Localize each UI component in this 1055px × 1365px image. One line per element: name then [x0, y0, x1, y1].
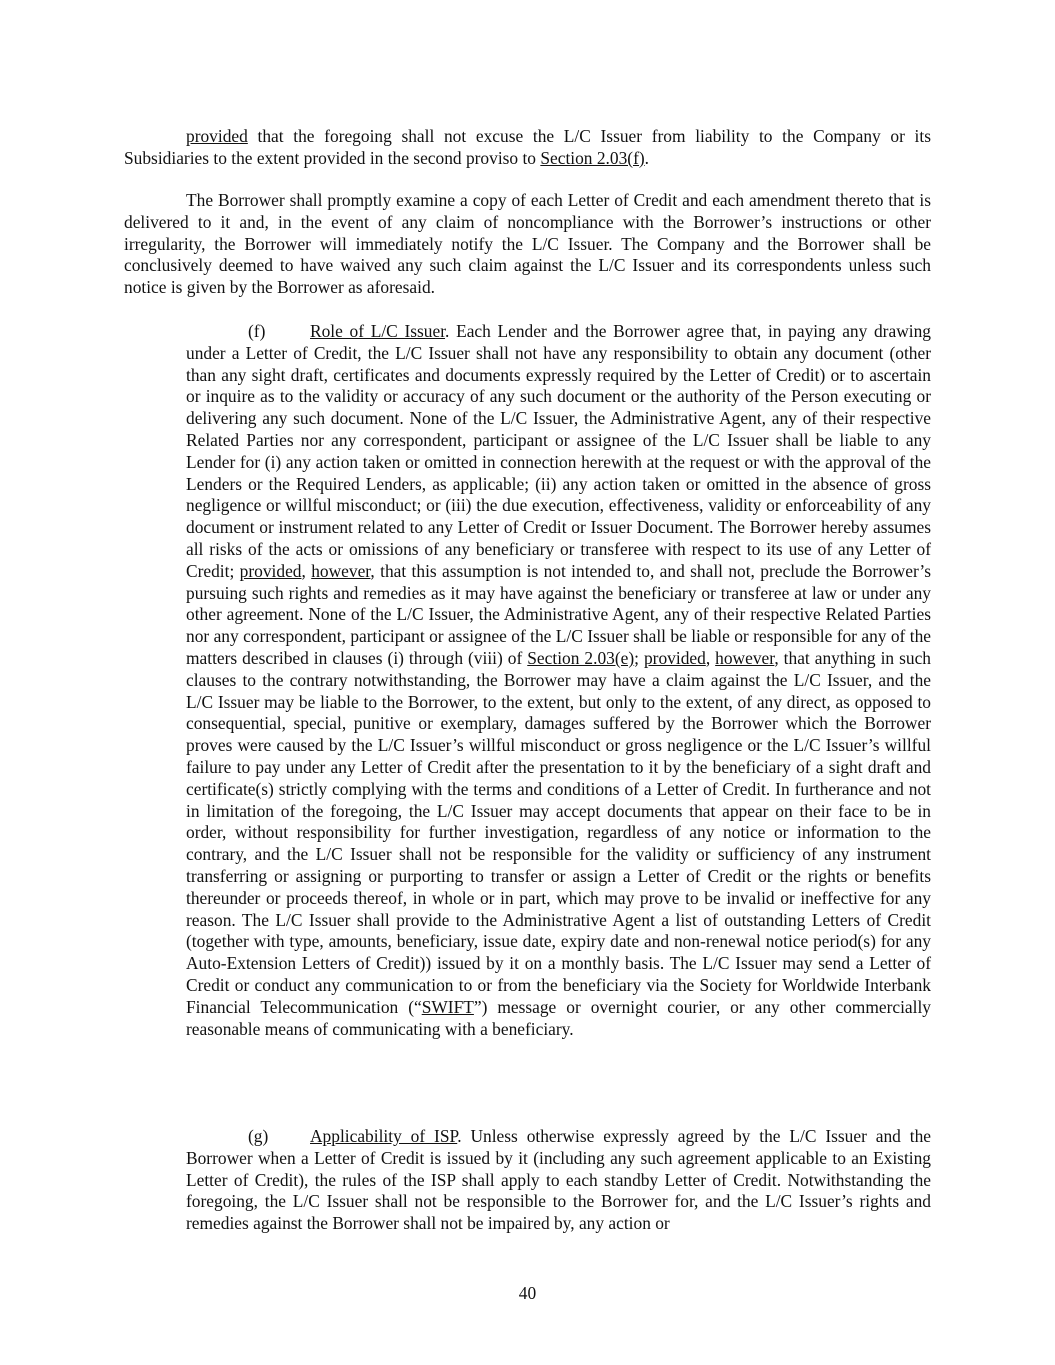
term-provided: provided [643, 647, 706, 668]
paragraph-text: . Unless otherwise expressly agreed by the L/C Issuer and the Borrower when a Letter of Credit is issued by it (including any such agreement applicable to an Existing Letter of Credit), the rules of the ISP shall apply to each standby Letter of Credit. Notwithstanding the foregoing, the L/C Issuer shall not be responsible to the Borrower for, and the L/C Issuer’s rights and remedies against the Borrower shall not be impaired by, any action or [186, 1126, 931, 1234]
paragraph-text: . Each Lender and the Borrower agree that, in paying any drawing under a Letter of Credit, the L/C Issuer shall not have any responsibility to obtain any document (other than any sight draft, certificates and documents expressly required by the Letter of Credit) or to ascertain or inquire as to the validity or accuracy of any such document or the authority of the Person executing or delivering any such document. None of the L/C Issuer, the Administrative Agent, any of their respective Related Parties nor any correspondent, participant or assignee of the L/C Issuer shall be liable to any Lender for (i) any action taken or omitted in connection herewith at the request or with the approval of the Lenders or the Required Lenders, as applicable; (ii) any action taken or omitted in the absence of gross negligence or willful misconduct; or (iii) the due execution, effectiveness, validity or enforceability of any document or instrument related to any Letter of Credit or Issuer Document. The Borrower hereby assumes all risks of the acts or omissions of any beneficiary or transferee with respect to its use of any Letter of Credit; [186, 321, 931, 581]
paragraph-text: ”) message or overnight courier, or any other commercially reasonable means of communicating with a beneficiary. [186, 996, 931, 1039]
term-however: however [715, 647, 775, 668]
clause-marker: (f) [248, 321, 266, 341]
clause-marker: (g) [248, 1126, 269, 1146]
section-g-applicability-of-isp [186, 1126, 931, 1235]
paragraph-text: , [301, 560, 312, 581]
clause-heading: Applicability of ISP [310, 1126, 458, 1146]
term-provided: provided [186, 126, 248, 146]
section-reference: Section 2.03(e) [527, 647, 635, 668]
page-number: 40 [518, 1283, 537, 1303]
section-f-role-of-lc-issuer [186, 321, 931, 1040]
paragraph-borrower-examine: The Borrower shall promptly examine a copy of each Letter of Credit and each amendment thereto that is delivered to it and, in the event of any claim of noncompliance with the Borrower’s instructions or other irregularity, the Borrower will immediately notify the L/C Issuer. The Company and the Borrower shall be conclusively deemed to have waived any such claim against the L/C Issuer and its correspondents unless such notice is given by the Borrower as aforesaid. [124, 190, 931, 298]
section-reference: Section 2.03(f) [540, 147, 645, 168]
term-swift: SWIFT [421, 996, 474, 1017]
paragraph-text: , [705, 647, 716, 668]
paragraph-text: that the foregoing shall not excuse the L/C Issuer from liability to the Company or its Subsidiaries to the extent provided in the second proviso to [124, 126, 931, 168]
paragraph-text: ; [634, 647, 644, 668]
paragraph-text: , that this assumption is not intended to, and shall not, preclude the Borrower’s pursuing such rights and remedies as it may have against the beneficiary or transferee at law or under any other agreement. None of the L/C Issuer, the Administrative Agent, any of their respective Related Parties nor any correspondent, participant or assignee of the L/C Issuer shall be liable or responsible for any of the matters described in clauses (i) through (viii) of [186, 560, 931, 668]
paragraph-text: , that anything in such clauses to the contrary notwithstanding, the Borrower may have a claim against the L/C Issuer, and the L/C Issuer may be liable to the Borrower, to the extent, but only to the extent, of any direct, as opposed to consequential, special, punitive or exemplary, damages suffered by the Borrower which the Borrower proves were caused by the L/C Issuer’s willful misconduct or gross negligence or the L/C Issuer’s willful failure to pay under any Letter of Credit after the presentation to it by the beneficiary of a sight draft and certificate(s) strictly complying with the terms and conditions of a Letter of Credit. In furtherance and not in limitation of the foregoing, the L/C Issuer may accept documents that appear on their face to be in order, without responsibility for further investigation, regardless of any notice or information to the contrary, and the L/C Issuer shall not be responsible for the validity or sufficiency of any instrument transferring or assigning or purporting to transfer or assign a Letter of Credit or the rights or benefits thereunder or proceeds thereof, in whole or in part, which may prove to be invalid or ineffective for any reason. The L/C Issuer shall provide to the Administrative Agent a list of outstanding Letters of Credit (together with type, amounts, beneficiary, issue date, expiry date and non-renewal notice period(s) for any Auto-Extension Letters of Credit)) issued by it on a monthly basis. The L/C Issuer may send a Letter of Credit or conduct any communication to or from the beneficiary via the Society for Worldwide Interbank Financial Telecommunication (“ [186, 647, 931, 1017]
term-however: however [311, 560, 371, 581]
clause-heading: Role of L/C Issuer [310, 321, 446, 341]
term-provided: provided [239, 560, 302, 581]
paragraph-proviso [124, 126, 931, 170]
paragraph-text: . [644, 147, 650, 168]
